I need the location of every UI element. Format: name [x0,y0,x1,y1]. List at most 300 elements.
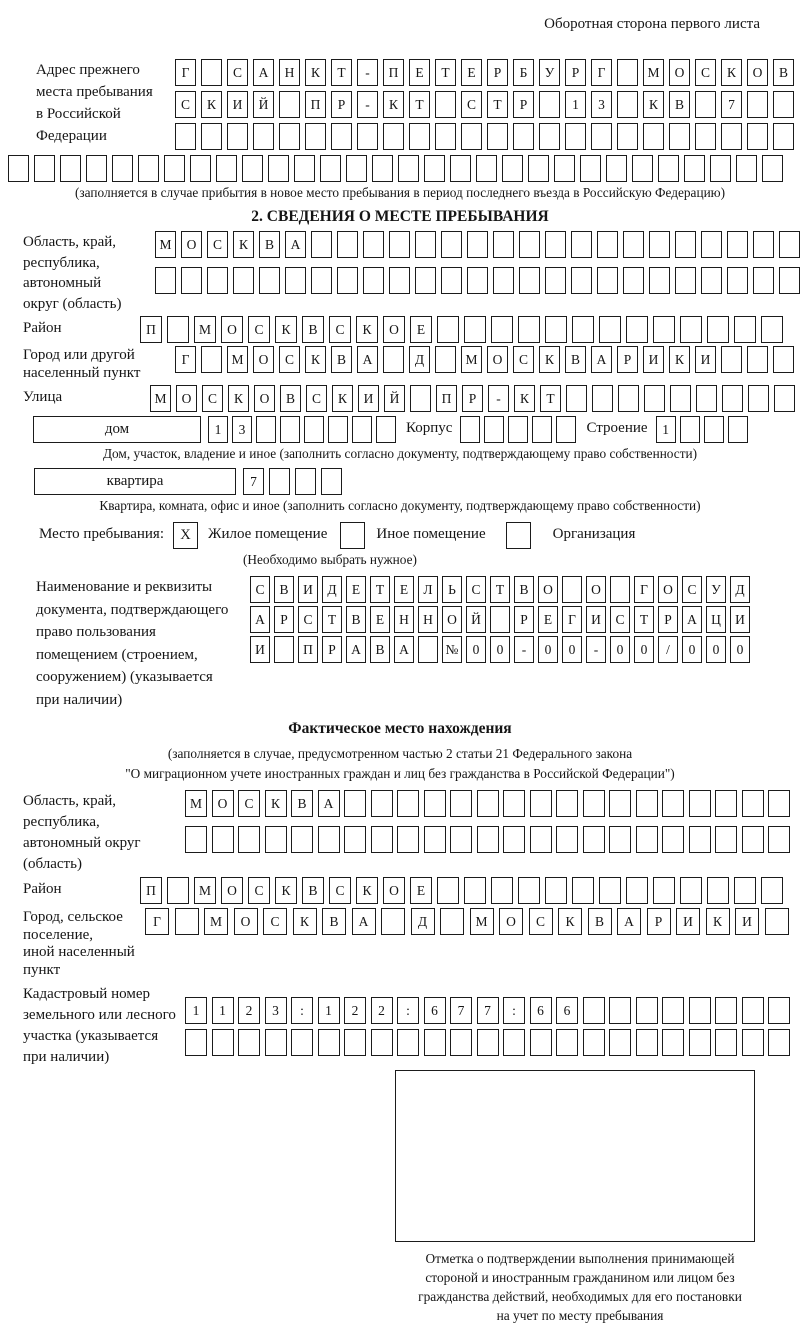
char-box[interactable]: Р [487,59,508,86]
char-box[interactable] [644,385,665,412]
char-box[interactable] [490,606,510,633]
char-box[interactable] [424,155,445,182]
char-box[interactable]: В [669,91,690,118]
char-box[interactable]: Т [370,576,390,603]
char-box[interactable] [328,416,348,443]
char-box[interactable] [715,997,737,1024]
char-box[interactable]: : [397,997,419,1024]
char-box[interactable] [304,416,324,443]
char-box[interactable] [643,123,664,150]
char-box[interactable] [662,997,684,1024]
char-box[interactable] [410,385,431,412]
char-box[interactable] [675,231,696,258]
char-box[interactable]: В [773,59,794,86]
char-box[interactable] [618,385,639,412]
char-box[interactable] [280,416,300,443]
char-box[interactable] [695,91,716,118]
char-box[interactable]: О [212,790,234,817]
char-box[interactable]: Р [565,59,586,86]
char-box[interactable] [238,1029,260,1056]
char-box[interactable] [371,790,393,817]
char-box[interactable] [477,1029,499,1056]
char-box[interactable] [583,1029,605,1056]
char-box[interactable] [259,267,280,294]
char-box[interactable]: К [356,316,378,343]
char-box[interactable]: Ь [442,576,462,603]
char-box[interactable]: О [538,576,558,603]
char-box[interactable]: А [285,231,306,258]
char-box[interactable] [562,576,582,603]
char-box[interactable]: Т [409,91,430,118]
char-box[interactable] [383,123,404,150]
char-box[interactable] [242,155,263,182]
char-box[interactable] [371,1029,393,1056]
char-box[interactable] [346,155,367,182]
char-box[interactable] [591,123,612,150]
char-box[interactable]: И [676,908,700,935]
char-box[interactable] [762,155,783,182]
char-box[interactable]: С [263,908,287,935]
char-box[interactable]: К [332,385,353,412]
char-box[interactable]: И [298,576,318,603]
char-box[interactable] [518,877,540,904]
char-box[interactable] [662,1029,684,1056]
char-box[interactable]: Г [175,59,196,86]
char-box[interactable] [167,316,189,343]
char-box[interactable] [216,155,237,182]
char-box[interactable] [571,231,592,258]
char-box[interactable]: С [298,606,318,633]
char-box[interactable] [435,123,456,150]
char-box[interactable]: В [331,346,352,373]
char-box[interactable] [649,267,670,294]
char-box[interactable]: Н [418,606,438,633]
char-box[interactable] [609,826,631,853]
char-box[interactable] [689,997,711,1024]
char-box[interactable]: О [669,59,690,86]
char-box[interactable] [592,385,613,412]
char-box[interactable]: 0 [466,636,486,663]
char-box[interactable]: С [329,316,351,343]
char-box[interactable] [599,316,621,343]
char-box[interactable] [491,316,513,343]
checkbox-zhiloe[interactable]: X [173,522,198,549]
char-box[interactable] [565,123,586,150]
char-box[interactable]: К [275,316,297,343]
char-box[interactable]: О [658,576,678,603]
char-box[interactable]: - [488,385,509,412]
char-box[interactable]: 1 [185,997,207,1024]
char-box[interactable]: О [383,316,405,343]
char-box[interactable] [623,231,644,258]
char-box[interactable]: Й [384,385,405,412]
char-box[interactable] [545,877,567,904]
char-box[interactable]: В [588,908,612,935]
char-box[interactable]: О [442,606,462,633]
char-box[interactable]: И [730,606,750,633]
char-box[interactable] [437,877,459,904]
char-box[interactable] [545,267,566,294]
char-box[interactable] [649,231,670,258]
char-box[interactable] [753,231,774,258]
char-box[interactable] [450,155,471,182]
char-box[interactable] [707,316,729,343]
char-box[interactable] [675,267,696,294]
char-box[interactable]: К [669,346,690,373]
char-box[interactable] [747,346,768,373]
char-box[interactable] [721,123,742,150]
char-box[interactable] [684,155,705,182]
char-box[interactable]: С [466,576,486,603]
char-box[interactable] [768,790,790,817]
char-box[interactable]: Й [466,606,486,633]
char-box[interactable]: А [346,636,366,663]
char-box[interactable] [435,346,456,373]
char-box[interactable]: К [201,91,222,118]
char-box[interactable]: С [610,606,630,633]
char-box[interactable] [747,123,768,150]
char-box[interactable]: О [221,316,243,343]
char-box[interactable]: О [176,385,197,412]
char-box[interactable]: А [357,346,378,373]
char-box[interactable]: Т [487,91,508,118]
char-box[interactable]: Г [634,576,654,603]
char-box[interactable] [503,826,525,853]
char-box[interactable]: - [357,59,378,86]
char-box[interactable]: И [735,908,759,935]
char-box[interactable]: С [207,231,228,258]
char-box[interactable] [363,231,384,258]
char-box[interactable]: С [279,346,300,373]
char-box[interactable] [689,1029,711,1056]
char-box[interactable]: 0 [538,636,558,663]
char-box[interactable] [268,155,289,182]
char-box[interactable] [60,155,81,182]
char-box[interactable]: О [253,346,274,373]
char-box[interactable] [34,155,55,182]
char-box[interactable]: Р [462,385,483,412]
char-box[interactable]: Н [394,606,414,633]
char-box[interactable] [476,155,497,182]
char-box[interactable]: В [322,908,346,935]
char-box[interactable] [710,155,731,182]
char-box[interactable] [530,790,552,817]
char-box[interactable] [626,316,648,343]
char-box[interactable]: М [194,877,216,904]
char-box[interactable] [707,877,729,904]
char-box[interactable]: С [202,385,223,412]
char-box[interactable]: - [586,636,606,663]
char-box[interactable] [337,267,358,294]
char-box[interactable]: К [356,877,378,904]
char-box[interactable] [715,1029,737,1056]
char-box[interactable]: В [291,790,313,817]
char-box[interactable] [381,908,405,935]
char-box[interactable] [331,123,352,150]
char-box[interactable]: 7 [721,91,742,118]
char-box[interactable] [464,316,486,343]
char-box[interactable] [352,416,372,443]
char-box[interactable]: 2 [371,997,393,1024]
char-box[interactable]: Г [562,606,582,633]
char-box[interactable]: К [721,59,742,86]
char-box[interactable] [201,346,222,373]
char-box[interactable] [636,790,658,817]
char-box[interactable] [556,416,576,443]
char-box[interactable] [376,416,396,443]
char-box[interactable]: К [539,346,560,373]
char-box[interactable] [609,997,631,1024]
char-box[interactable]: А [617,908,641,935]
char-box[interactable] [484,416,504,443]
char-box[interactable]: С [248,316,270,343]
char-box[interactable]: Е [370,606,390,633]
char-box[interactable] [491,877,513,904]
char-box[interactable] [424,1029,446,1056]
char-box[interactable]: А [352,908,376,935]
char-box[interactable]: 1 [565,91,586,118]
char-box[interactable]: С [513,346,534,373]
char-box[interactable] [768,1029,790,1056]
char-box[interactable] [460,416,480,443]
char-box[interactable]: О [747,59,768,86]
char-box[interactable]: М [461,346,482,373]
char-box[interactable]: О [254,385,275,412]
char-box[interactable] [415,231,436,258]
char-box[interactable]: К [265,790,287,817]
char-box[interactable] [175,908,199,935]
char-box[interactable] [539,91,560,118]
char-box[interactable] [572,316,594,343]
char-box[interactable] [201,123,222,150]
char-box[interactable]: А [318,790,340,817]
char-box[interactable] [653,877,675,904]
char-box[interactable] [227,123,248,150]
char-box[interactable]: К [383,91,404,118]
char-box[interactable] [727,231,748,258]
char-box[interactable]: Н [279,59,300,86]
char-box[interactable] [305,123,326,150]
char-box[interactable]: 1 [208,416,228,443]
char-box[interactable] [736,155,757,182]
char-box[interactable] [279,123,300,150]
char-box[interactable] [680,416,700,443]
char-box[interactable] [502,155,523,182]
char-box[interactable]: Д [730,576,750,603]
char-box[interactable]: Й [253,91,274,118]
char-box[interactable] [636,826,658,853]
char-box[interactable] [477,790,499,817]
char-box[interactable] [748,385,769,412]
char-box[interactable] [617,123,638,150]
char-box[interactable]: 2 [238,997,260,1024]
char-box[interactable] [658,155,679,182]
char-box[interactable] [409,123,430,150]
char-box[interactable] [617,91,638,118]
char-box[interactable] [597,231,618,258]
char-box[interactable] [441,267,462,294]
char-box[interactable] [285,267,306,294]
char-box[interactable] [344,1029,366,1056]
char-box[interactable] [727,267,748,294]
char-box[interactable]: М [150,385,171,412]
char-box[interactable] [269,468,290,495]
char-box[interactable]: 0 [610,636,630,663]
char-box[interactable]: Ц [706,606,726,633]
char-box[interactable]: С [250,576,270,603]
char-box[interactable] [493,267,514,294]
char-box[interactable]: 7 [243,468,264,495]
char-box[interactable] [256,416,276,443]
char-box[interactable]: Е [461,59,482,86]
char-box[interactable] [695,123,716,150]
char-box[interactable] [571,267,592,294]
char-box[interactable] [398,155,419,182]
char-box[interactable] [318,826,340,853]
char-box[interactable]: А [394,636,414,663]
char-box[interactable]: Е [346,576,366,603]
char-box[interactable]: Г [591,59,612,86]
char-box[interactable] [291,826,313,853]
char-box[interactable] [669,123,690,150]
char-box[interactable]: 1 [656,416,676,443]
char-box[interactable] [774,385,795,412]
char-box[interactable] [670,385,691,412]
char-box[interactable] [467,231,488,258]
char-box[interactable] [440,908,464,935]
char-box[interactable]: Т [634,606,654,633]
char-box[interactable]: Е [409,59,430,86]
char-box[interactable]: 0 [682,636,702,663]
char-box[interactable] [583,997,605,1024]
char-box[interactable] [337,231,358,258]
char-box[interactable]: П [383,59,404,86]
char-box[interactable] [344,790,366,817]
char-box[interactable] [503,1029,525,1056]
char-box[interactable] [597,267,618,294]
char-box[interactable] [734,877,756,904]
char-box[interactable] [539,123,560,150]
char-box[interactable] [424,826,446,853]
char-box[interactable]: И [358,385,379,412]
char-box[interactable]: В [280,385,301,412]
char-box[interactable]: В [274,576,294,603]
char-box[interactable] [185,1029,207,1056]
char-box[interactable]: Р [514,606,534,633]
char-box[interactable] [680,316,702,343]
char-box[interactable]: П [305,91,326,118]
char-box[interactable] [606,155,627,182]
char-box[interactable]: Д [322,576,342,603]
char-box[interactable] [632,155,653,182]
char-box[interactable]: С [329,877,351,904]
char-box[interactable] [680,877,702,904]
char-box[interactable] [779,267,800,294]
char-box[interactable] [773,91,794,118]
char-box[interactable]: П [436,385,457,412]
char-box[interactable]: С [529,908,553,935]
char-box[interactable]: Г [145,908,169,935]
char-box[interactable]: К [558,908,582,935]
char-box[interactable] [253,123,274,150]
char-box[interactable]: М [227,346,248,373]
char-box[interactable] [372,155,393,182]
char-box[interactable] [175,123,196,150]
char-box[interactable] [311,231,332,258]
char-box[interactable] [609,1029,631,1056]
char-box[interactable]: 6 [530,997,552,1024]
char-box[interactable] [728,416,748,443]
char-box[interactable]: М [194,316,216,343]
char-box[interactable]: А [591,346,612,373]
char-box[interactable] [311,267,332,294]
char-box[interactable] [773,346,794,373]
char-box[interactable]: С [227,59,248,86]
char-box[interactable] [503,790,525,817]
char-box[interactable] [138,155,159,182]
char-box[interactable]: : [503,997,525,1024]
char-box[interactable]: Е [394,576,414,603]
char-box[interactable] [765,908,789,935]
char-box[interactable]: М [185,790,207,817]
char-box[interactable]: / [658,636,678,663]
char-box[interactable] [773,123,794,150]
char-box[interactable] [528,155,549,182]
char-box[interactable]: В [370,636,390,663]
char-box[interactable]: Д [411,908,435,935]
char-box[interactable] [321,468,342,495]
char-box[interactable]: 0 [634,636,654,663]
char-box[interactable] [653,316,675,343]
char-box[interactable]: А [682,606,702,633]
char-box[interactable]: 0 [706,636,726,663]
char-box[interactable] [636,997,658,1024]
char-box[interactable] [696,385,717,412]
char-box[interactable]: П [140,316,162,343]
char-box[interactable]: М [643,59,664,86]
char-box[interactable] [450,790,472,817]
char-box[interactable] [487,123,508,150]
char-box[interactable]: К [233,231,254,258]
char-box[interactable]: К [293,908,317,935]
char-box[interactable] [742,826,764,853]
char-box[interactable] [583,826,605,853]
char-box[interactable] [291,1029,313,1056]
char-box[interactable]: К [228,385,249,412]
char-box[interactable]: С [175,91,196,118]
char-box[interactable] [344,826,366,853]
char-box[interactable]: : [291,997,313,1024]
char-box[interactable] [295,468,316,495]
char-box[interactable] [450,826,472,853]
char-box[interactable] [233,267,254,294]
char-box[interactable] [357,123,378,150]
char-box[interactable]: С [695,59,716,86]
char-box[interactable]: 7 [450,997,472,1024]
char-box[interactable]: Е [538,606,558,633]
char-box[interactable]: 6 [424,997,446,1024]
char-box[interactable]: С [306,385,327,412]
char-box[interactable]: Р [331,91,352,118]
char-box[interactable] [689,790,711,817]
char-box[interactable] [689,826,711,853]
char-box[interactable]: В [514,576,534,603]
char-box[interactable] [556,790,578,817]
char-box[interactable]: Т [490,576,510,603]
char-box[interactable] [467,267,488,294]
char-box[interactable] [397,790,419,817]
char-box[interactable] [721,346,742,373]
